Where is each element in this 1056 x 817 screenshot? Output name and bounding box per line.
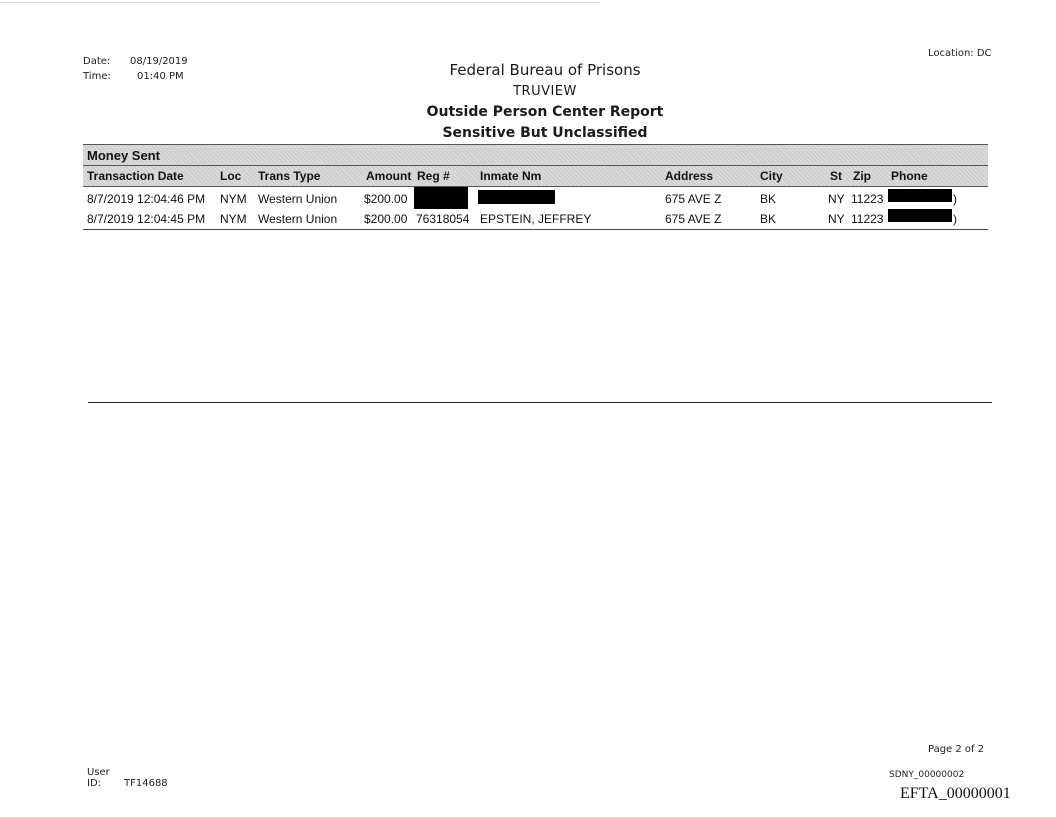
column-header-loc: Loc — [220, 169, 242, 183]
agency-title: Federal Bureau of Prisons — [449, 61, 641, 79]
cell-address: 675 AVE Z — [665, 192, 722, 206]
user-id-label: User ID: — [87, 767, 110, 789]
column-header-trans-type: Trans Type — [258, 169, 321, 183]
location-label: Location: DC — [928, 48, 992, 59]
cell-inmate-nm: EPSTEIN, JEFFREY — [480, 212, 592, 226]
column-header-phone: Phone — [891, 169, 928, 183]
redaction-phone — [888, 189, 952, 202]
cell-amount: $200.00 — [364, 192, 408, 206]
cell-st: NY — [828, 212, 845, 226]
report-time — [83, 71, 184, 82]
classification-title: Sensitive But Unclassified — [442, 125, 648, 141]
cell-amount: $200.00 — [364, 212, 408, 226]
column-header-city: City — [760, 169, 783, 183]
column-header-address: Address — [665, 169, 714, 183]
redaction-reg-number — [414, 187, 468, 209]
cell-phone: ) — [953, 192, 957, 206]
column-header-st: St — [830, 169, 842, 183]
bates-number-large: EFTA_00000001 — [900, 785, 1011, 802]
table-header-row — [83, 165, 988, 187]
report-title-block — [380, 60, 710, 143]
cell-zip: 11223 — [851, 212, 884, 226]
bates-number-small: SDNY_00000002 — [889, 770, 965, 780]
user-id-value: TF14688 — [124, 778, 168, 789]
cell-transaction-date: 8/7/2019 12:04:46 PM — [87, 192, 206, 206]
page-divider — [88, 402, 992, 403]
cell-loc: NYM — [220, 192, 247, 206]
cell-address: 675 AVE Z — [665, 212, 722, 226]
column-header-transaction-date: Transaction Date — [87, 169, 184, 183]
table-row — [83, 210, 988, 229]
cell-trans-type: Western Union — [258, 212, 338, 226]
cell-phone: ) — [953, 212, 957, 226]
column-header-amount: Amount — [366, 169, 412, 183]
cell-st: NY — [828, 192, 845, 206]
date-value: 08/19/2019 — [130, 56, 188, 67]
top-scan-line — [0, 2, 600, 3]
cell-reg: 76318054 — [416, 212, 470, 226]
page-number: Page 2 of 2 — [928, 744, 985, 755]
redaction-phone — [888, 209, 952, 222]
report-date — [83, 56, 188, 67]
cell-transaction-date: 8/7/2019 12:04:45 PM — [87, 212, 206, 226]
column-header-zip: Zip — [853, 169, 871, 183]
cell-trans-type: Western Union — [258, 192, 338, 206]
time-value: 01:40 PM — [137, 71, 184, 82]
cell-city: BK — [760, 192, 777, 206]
section-header-money-sent — [83, 144, 988, 165]
cell-loc: NYM — [220, 212, 247, 226]
cell-city: BK — [760, 212, 777, 226]
time-label: Time: — [83, 71, 111, 82]
report-title: Outside Person Center Report — [426, 104, 664, 120]
cell-zip: 11223 — [851, 192, 884, 206]
date-label: Date: — [83, 56, 111, 67]
system-title: TRUVIEW — [513, 84, 577, 99]
column-header-reg: Reg # — [417, 169, 450, 183]
section-title: Money Sent — [87, 148, 160, 163]
column-header-inmate-nm: Inmate Nm — [480, 169, 542, 183]
user-id — [87, 767, 168, 789]
redaction-inmate-name — [478, 190, 555, 204]
table-bottom-rule — [83, 229, 988, 230]
